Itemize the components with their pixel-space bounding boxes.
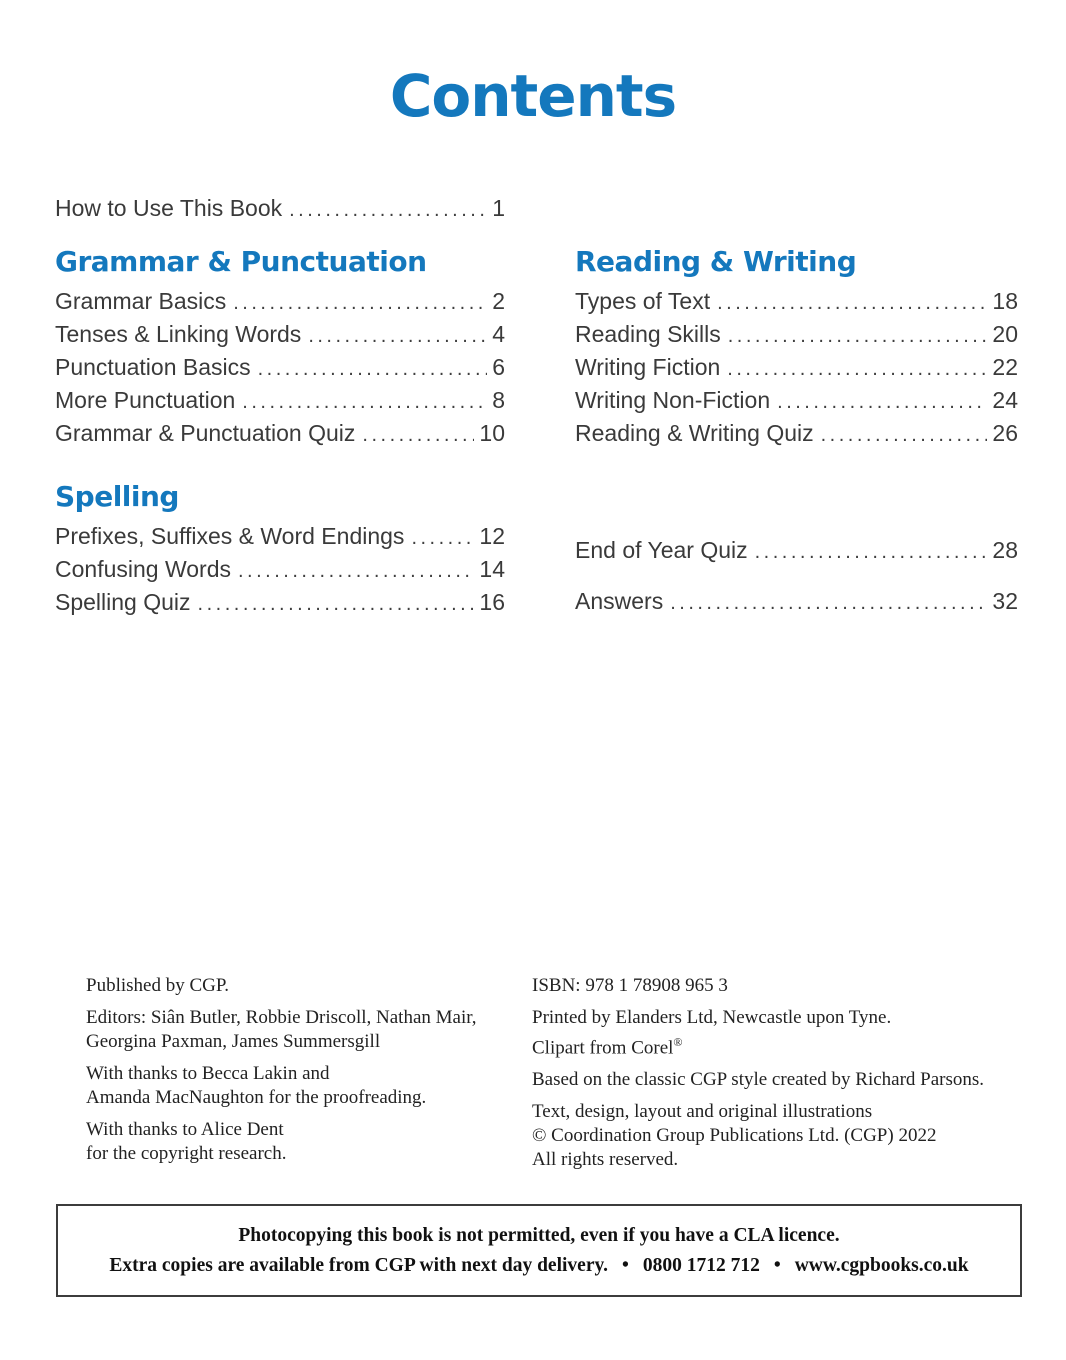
toc-row [55,553,505,586]
dot-leader [308,320,487,353]
notice-line-1: Photocopying this book is not permitted, even if you have a CLA licence. [238,1224,840,1246]
toc-entry-page: 20 [992,321,1018,347]
colophon-line: With thanks to Becca Lakin and [86,1063,330,1084]
toc-entry-label: Types of Text [575,288,711,314]
toc-right-column [575,245,1018,618]
photocopying-notice-box [56,1204,1022,1297]
colophon-line: Georgina Paxman, James Summersgill [86,1031,381,1052]
toc-entry-page: 32 [992,588,1018,614]
toc-entry-page: 28 [992,537,1018,563]
toc-entry-label: End of Year Quiz [575,537,748,563]
colophon-line: All rights reserved. [532,1149,679,1171]
dot-leader [755,536,988,569]
toc-entry-page: 16 [479,589,505,615]
toc-entry-label: Tenses & Linking Words [55,321,302,347]
dot-leader [258,353,488,386]
toc-entry-label: Writing Non-Fiction [575,387,771,413]
toc-row [55,318,505,351]
copyright-paragraph [532,1100,1012,1172]
colophon-line: Editors: Siân Butler, Robbie Driscoll, Nathan Mair, [86,1007,477,1028]
toc-left-column [55,245,505,619]
toc-row [55,417,505,450]
colophon-left [86,974,516,1174]
toc-entry-label: Reading & Writing Quiz [575,420,814,446]
toc-row [55,285,505,318]
toc-entry-page: 4 [492,321,505,347]
toc-row [575,318,1018,351]
dot-leader [411,522,474,555]
toc-row [55,384,505,417]
editors-paragraph [86,1006,516,1054]
section-heading-spelling: Spelling [55,480,179,513]
toc-entry-label: Spelling Quiz [55,589,191,615]
copyright-thanks-paragraph [86,1118,516,1166]
section-heading-grammar-punctuation: Grammar & Punctuation [55,245,427,278]
toc-entry-page: 22 [992,354,1018,380]
colophon-line: Text, design, layout and original illustrations [532,1101,873,1123]
isbn-value: ISBN: 978 1 78908 965 3 [532,975,728,996]
bullet-separator: • [773,1254,781,1276]
toc-entry-label: Grammar & Punctuation Quiz [55,420,356,446]
toc-entry-page: 8 [492,387,505,413]
toc-entry-label: Answers [575,588,664,614]
toc-entry-label: Writing Fiction [575,354,721,380]
toc-row-how-to-use [55,192,505,225]
colophon-right [532,974,1012,1180]
toc-entry-page: 12 [479,523,505,549]
colophon-line: Printed by Elanders Ltd, Newcastle upon Tyne. [532,1007,892,1028]
toc-entry-label: How to Use This Book [55,195,283,221]
notice-line-2 [58,1251,1020,1281]
toc-entry-label: Confusing Words [55,556,231,582]
dot-leader [362,419,474,452]
publisher-paragraph [86,974,516,998]
toc-entry-label: Punctuation Basics [55,354,251,380]
toc-row [575,417,1018,450]
toc-row-answers [575,585,1018,618]
toc-row [575,384,1018,417]
dot-leader [728,320,988,353]
dot-leader [233,287,487,320]
isbn-paragraph [532,974,1012,998]
notice-website-url: www.cgpbooks.co.uk [794,1254,969,1276]
page-title: Contents [389,62,677,130]
bullet-separator: • [622,1254,629,1276]
toc-entry-page: 26 [992,420,1018,446]
toc-entry-page: 2 [492,288,505,314]
dot-leader [238,555,474,588]
dot-leader [198,588,475,621]
toc-entry-label: More Punctuation [55,387,236,413]
toc-row [55,351,505,384]
dot-leader [777,386,987,419]
colophon-line: Amanda MacNaughton for the proofreading. [86,1087,427,1108]
toc-entry-label: Reading Skills [575,321,721,347]
proofreading-thanks-paragraph [86,1062,516,1110]
colophon-line: Clipart from Corel [532,1037,674,1059]
dot-leader [727,353,987,386]
toc-entry-page: 18 [992,288,1018,314]
section-heading-reading-writing: Reading & Writing [575,245,857,278]
dot-leader [670,587,987,620]
dot-leader [717,287,987,320]
toc-entry-page: 1 [492,195,505,221]
toc-entry-label: Prefixes, Suffixes & Word Endings [55,523,405,549]
dot-leader [242,386,487,419]
toc-entry-page: 14 [479,556,505,582]
toc-row [575,285,1018,318]
dot-leader [289,194,487,227]
colophon-line: With thanks to Alice Dent [86,1119,284,1140]
toc-entry-page: 6 [492,354,505,380]
toc-row [575,351,1018,384]
toc-entry-label: Grammar Basics [55,288,227,314]
toc-row [55,586,505,619]
colophon-line: © Coordination Group Publications Ltd. (CGP) 2022 [532,1125,937,1147]
toc-entry-page: 10 [479,420,505,446]
notice-extra-copies-text: Extra copies are available from CGP with next day delivery. [109,1254,609,1276]
registered-trademark-symbol: ® [673,1035,683,1049]
notice-phone-number: 0800 1712 712 [642,1254,760,1276]
toc-row-end-of-year-quiz [575,534,1018,567]
dot-leader [821,419,988,452]
colophon-line: for the copyright research. [86,1143,287,1164]
toc-row [55,520,505,553]
style-credit-paragraph [532,1068,1012,1092]
toc-entry-page: 24 [992,387,1018,413]
colophon-line: Published by CGP. [86,975,230,996]
printer-paragraph [532,1006,1012,1060]
colophon-line: Based on the classic CGP style created by Richard Parsons. [532,1069,985,1091]
